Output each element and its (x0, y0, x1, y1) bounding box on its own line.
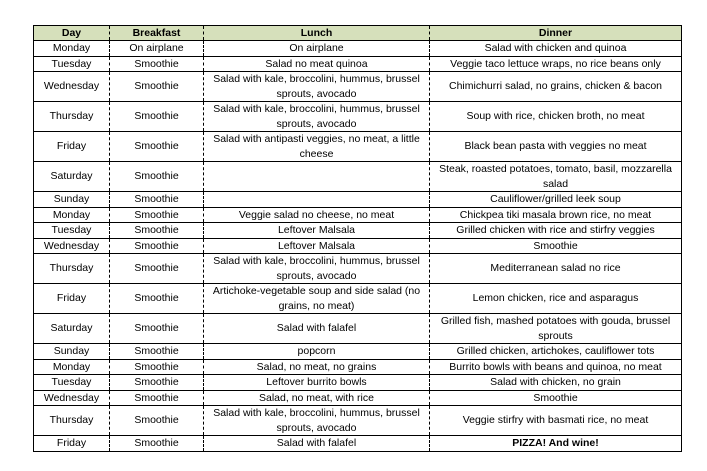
cell-lunch: Salad with kale, broccolini, hummus, brussel sprouts, avocado (204, 254, 430, 284)
cell-breakfast: Smoothie (110, 284, 204, 314)
cell-day: Sunday (34, 192, 110, 208)
cell-breakfast: Smoothie (110, 238, 204, 254)
cell-breakfast: Smoothie (110, 436, 204, 452)
cell-lunch: Veggie salad no cheese, no meat (204, 207, 430, 223)
cell-dinner: Grilled chicken, artichokes, cauliflower tots (430, 344, 682, 360)
cell-dinner: Smoothie (430, 238, 682, 254)
cell-day: Thursday (34, 254, 110, 284)
cell-breakfast: Smoothie (110, 207, 204, 223)
table-row (34, 375, 682, 391)
cell-lunch: Salad with kale, broccolini, hummus, brussel sprouts, avocado (204, 72, 430, 102)
cell-day: Friday (34, 284, 110, 314)
cell-dinner: Chimichurri salad, no grains, chicken & bacon (430, 72, 682, 102)
cell-dinner: Lemon chicken, rice and asparagus (430, 284, 682, 314)
cell-dinner: PIZZA! And wine! (430, 436, 682, 452)
cell-day: Tuesday (34, 56, 110, 72)
table-row (34, 359, 682, 375)
cell-lunch: Leftover Malsala (204, 238, 430, 254)
cell-day: Saturday (34, 314, 110, 344)
cell-dinner: Soup with rice, chicken broth, no meat (430, 102, 682, 132)
cell-day: Thursday (34, 406, 110, 436)
table-row (34, 390, 682, 406)
cell-dinner: Veggie stirfry with basmati rice, no meat (430, 406, 682, 436)
cell-day: Friday (34, 436, 110, 452)
cell-lunch: Salad with kale, broccolini, hummus, brussel sprouts, avocado (204, 406, 430, 436)
table-row (34, 436, 682, 452)
header-breakfast: Breakfast (110, 26, 204, 41)
cell-day: Monday (34, 359, 110, 375)
cell-breakfast: Smoothie (110, 344, 204, 360)
cell-dinner: Steak, roasted potatoes, tomato, basil, mozzarella salad (430, 162, 682, 192)
cell-breakfast: Smoothie (110, 132, 204, 162)
cell-dinner: Grilled fish, mashed potatoes with gouda, brussel sprouts (430, 314, 682, 344)
header-day: Day (34, 26, 110, 41)
cell-dinner: Salad with chicken and quinoa (430, 41, 682, 57)
cell-day: Tuesday (34, 375, 110, 391)
cell-lunch: Leftover Malsala (204, 223, 430, 239)
table-row (34, 41, 682, 57)
cell-day: Wednesday (34, 390, 110, 406)
cell-breakfast: Smoothie (110, 56, 204, 72)
cell-breakfast: Smoothie (110, 223, 204, 239)
cell-lunch: Salad with falafel (204, 436, 430, 452)
cell-lunch: Leftover burrito bowls (204, 375, 430, 391)
cell-lunch: Salad with antipasti veggies, no meat, a little cheese (204, 132, 430, 162)
cell-breakfast: On airplane (110, 41, 204, 57)
cell-breakfast: Smoothie (110, 254, 204, 284)
table-row (34, 162, 682, 192)
cell-day: Thursday (34, 102, 110, 132)
cell-lunch (204, 192, 430, 208)
table-row (34, 102, 682, 132)
table-row (34, 132, 682, 162)
header-row (34, 26, 682, 41)
cell-dinner: Cauliflower/grilled leek soup (430, 192, 682, 208)
cell-day: Monday (34, 207, 110, 223)
cell-lunch: Salad, no meat, with rice (204, 390, 430, 406)
cell-day: Friday (34, 132, 110, 162)
table-row (34, 223, 682, 239)
cell-breakfast: Smoothie (110, 162, 204, 192)
cell-day: Wednesday (34, 72, 110, 102)
cell-day: Monday (34, 41, 110, 57)
cell-dinner: Smoothie (430, 390, 682, 406)
meal-plan-sheet (33, 25, 681, 452)
cell-dinner: Salad with chicken, no grain (430, 375, 682, 391)
cell-lunch: Salad no meat quinoa (204, 56, 430, 72)
meal-plan-table (33, 25, 682, 452)
cell-breakfast: Smoothie (110, 72, 204, 102)
cell-lunch: Salad with falafel (204, 314, 430, 344)
cell-dinner: Black bean pasta with veggies no meat (430, 132, 682, 162)
header-dinner: Dinner (430, 26, 682, 41)
cell-day: Sunday (34, 344, 110, 360)
table-row (34, 207, 682, 223)
cell-breakfast: Smoothie (110, 314, 204, 344)
cell-breakfast: Smoothie (110, 359, 204, 375)
cell-dinner: Chickpea tiki masala brown rice, no meat (430, 207, 682, 223)
cell-breakfast: Smoothie (110, 192, 204, 208)
table-row (34, 254, 682, 284)
cell-dinner: Grilled chicken with rice and stirfry veggies (430, 223, 682, 239)
table-row (34, 314, 682, 344)
cell-breakfast: Smoothie (110, 375, 204, 391)
cell-day: Wednesday (34, 238, 110, 254)
cell-day: Saturday (34, 162, 110, 192)
table-row (34, 284, 682, 314)
cell-breakfast: Smoothie (110, 390, 204, 406)
table-row (34, 406, 682, 436)
cell-dinner: Mediterranean salad no rice (430, 254, 682, 284)
cell-lunch: Artichoke-vegetable soup and side salad (no grains, no meat) (204, 284, 430, 314)
cell-breakfast: Smoothie (110, 406, 204, 436)
meal-rows (34, 41, 682, 452)
header-lunch: Lunch (204, 26, 430, 41)
table-row (34, 56, 682, 72)
cell-dinner: Veggie taco lettuce wraps, no rice beans only (430, 56, 682, 72)
cell-lunch: On airplane (204, 41, 430, 57)
cell-lunch (204, 162, 430, 192)
cell-dinner: Burrito bowls with beans and quinoa, no meat (430, 359, 682, 375)
table-row (34, 192, 682, 208)
table-row (34, 72, 682, 102)
cell-lunch: Salad with kale, broccolini, hummus, brussel sprouts, avocado (204, 102, 430, 132)
cell-breakfast: Smoothie (110, 102, 204, 132)
table-row (34, 344, 682, 360)
cell-lunch: Salad, no meat, no grains (204, 359, 430, 375)
cell-day: Tuesday (34, 223, 110, 239)
cell-lunch: popcorn (204, 344, 430, 360)
table-row (34, 238, 682, 254)
